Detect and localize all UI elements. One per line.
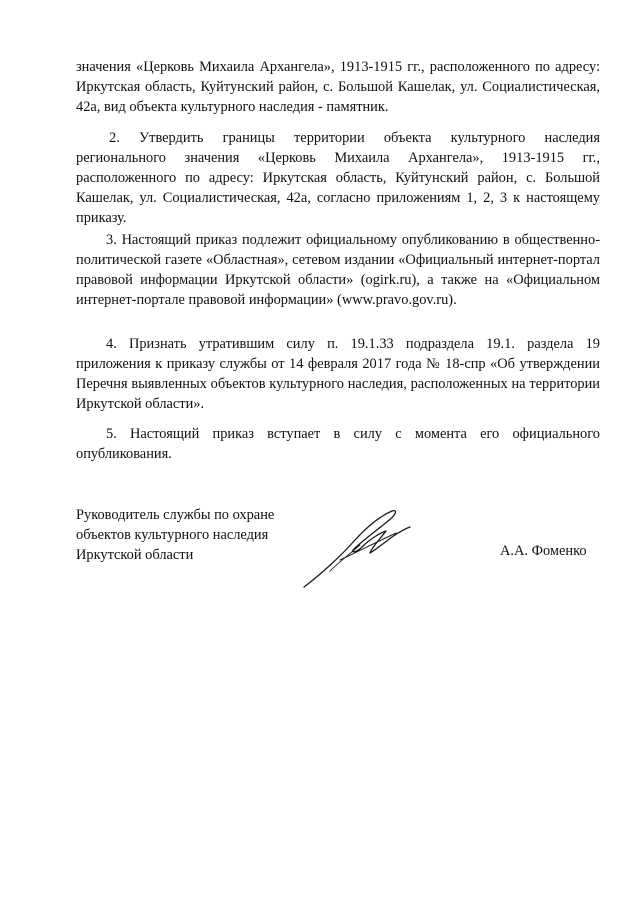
signer-name: А.А. Фоменко bbox=[500, 543, 587, 559]
signatory-position bbox=[76, 505, 274, 565]
paragraph-item-4: 4. Признать утратившим силу п. 19.1.33 подраздела 19.1. раздела 19 приложения к приказу службы от 14 февраля 2017 года № 18-спр «Об утверждении Перечня выявленных объектов культурного наследия, расположенных на территории Иркутской области». bbox=[76, 336, 600, 412]
handwritten-signature bbox=[300, 505, 420, 590]
paragraph-item-5: 5. Настоящий приказ вступает в силу с момента его официального опубликования. bbox=[76, 426, 600, 462]
paragraph-item-2: 2. Утвердить границы территории объекта культурного наследия регионального значения «Церковь Михаила Архангела», 1913-1915 гг., расположенного по адресу: Иркутская область, Куйтунский район, с. Большой Кашелак, ул. Социалистическая, 42а, согласно приложениям 1, 2, 3 к настоящему приказу. bbox=[76, 130, 600, 226]
position-line: объектов культурного наследия bbox=[76, 527, 269, 543]
paragraph-continuation: значения «Церковь Михаила Архангела», 1913-1915 гг., расположенного по адресу: Иркутская область, Куйтунский район, с. Большой Кашелак, ул. Социалистическая, 42а, вид объекта культурного наследия - памятник. bbox=[76, 59, 600, 115]
position-line: Иркутской области bbox=[76, 547, 194, 563]
position-line: Руководитель службы по охране bbox=[76, 507, 275, 523]
paragraph-item-3: 3. Настоящий приказ подлежит официальному опубликованию в общественно-политической газете «Областная», сетевом издании «Официальный интернет-портал правовой информации Иркутской области» (ogirk.ru), а также на «Официальном интернет-портале правовой информации» (www.pravo.gov.ru). bbox=[76, 232, 600, 308]
